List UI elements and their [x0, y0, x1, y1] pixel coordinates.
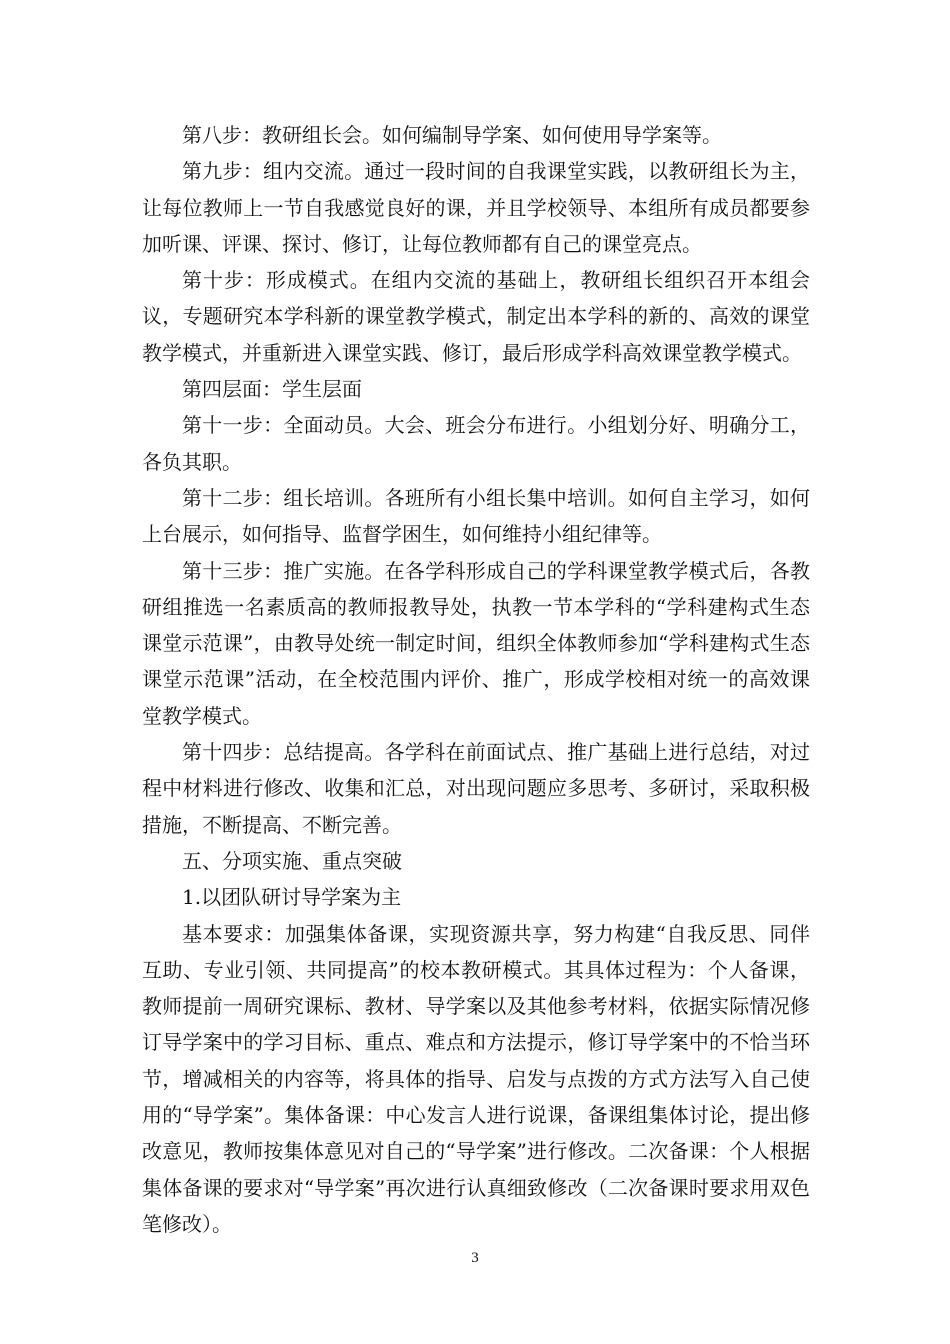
paragraph-step-12: 第十二步：组长培训。各班所有小组长集中培训。如何自主学习，如何上台展示，如何指导、监督学困生，如何维持小组纪律等。: [142, 485, 810, 547]
paragraph-step-8: 第八步：教研组长会。如何编制导学案、如何使用导学案等。: [182, 123, 722, 147]
paragraph-step-10: 第十步：形成模式。在组内交流的基础上，教研组长组织召开本组会议，专题研究本学科新的课堂教学模式，制定出本学科的新的、高效的课堂教学模式，并重新进入课堂实践、修订，最后形成学科高效课堂教学模式。: [142, 268, 810, 365]
document-body: [142, 117, 810, 1242]
paragraph-step-13: 第十三步：推广实施。在各学科形成自己的学科课堂教学模式后，各教研组推选一名素质高的教师报教导处，执教一节本学科的“学科建构式生态课堂示范课”，由教导处统一制定时间，组织全体教师参加“学科建构式生态课堂示范课”活动，在全校范围内评价、推广，形成学校相对统一的高效课堂教学模式。: [142, 558, 810, 728]
section-heading-student-level: 第四层面：学生层面: [182, 377, 362, 402]
section-heading-five: 五、分项实施、重点突破: [182, 848, 402, 873]
paragraph-step-11: 第十一步：全面动员。大会、班会分布进行。小组划分好、明确分工，各负其职。: [142, 413, 810, 474]
paragraph-basic-requirements: 基本要求：加强集体备课，实现资源共享，努力构建“自我反思、同伴互助、专业引领、共同提高”的校本教研模式。其具体过程为：个人备课，教师提前一周研究课标、教材、导学案以及其他参考材料，依据实际情况修订导学案中的学习目标、重点、难点和方法提示，修订导学案中的不恰当环节，增减相关的内容等，将具体的指导、启发与点拨的方式方法写入自己使用的“导学案”。集体备课：中心发言人进行说课，备课组集体讨论，提出修改意见，教师按集体意见对自己的“导学案”进行修改。二次备课：个人根据集体备课的要求对“导学案”再次进行认真细致修改（二次备课时要求用双色笔修改）。: [142, 921, 810, 1236]
paragraph-step-9: 第九步：组内交流。通过一段时间的自我课堂实践，以教研组长为主，让每位教师上一节自我感觉良好的课，并且学校领导、本组所有成员都要参加听课、评课、探讨、修订，让每位教师都有自己的课堂亮点。: [142, 159, 810, 256]
subsection-heading-1: 1.以团队研讨导学案为主: [182, 885, 402, 910]
page-number: 3: [471, 1250, 479, 1266]
paragraph-step-14: 第十四步：总结提高。各学科在前面试点、推广基础上进行总结，对过程中材料进行修改、收集和汇总，对出现问题应多思考、多研讨，采取积极措施，不断提高、不断完善。: [142, 740, 810, 837]
